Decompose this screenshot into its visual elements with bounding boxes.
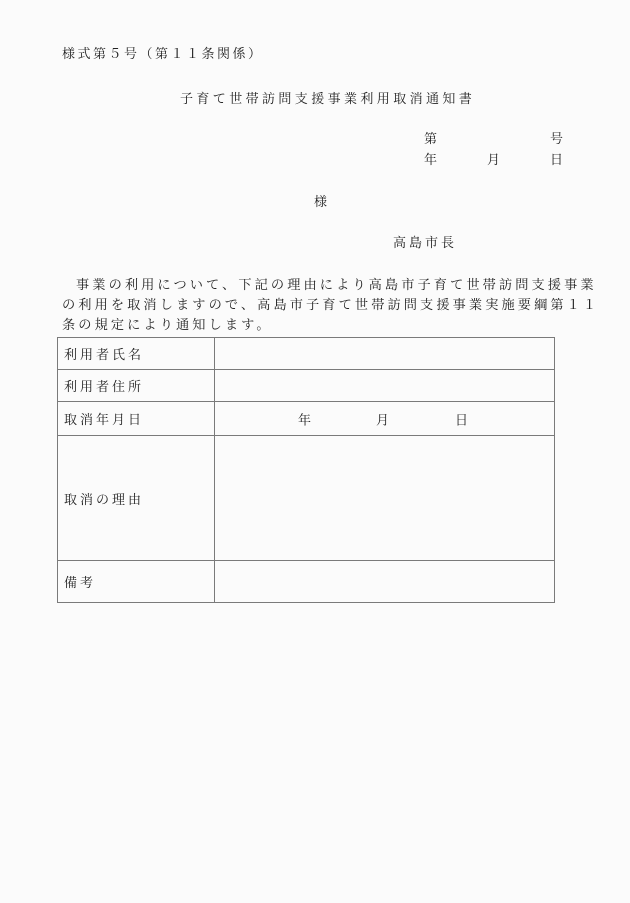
table-row-user-name [58, 338, 555, 370]
cancel-date-day-label: 日 [455, 413, 472, 428]
form-number: 様式第５号（第１１条関係） [62, 47, 264, 62]
table-row-remarks [58, 561, 555, 603]
reference-no-label: 第 [424, 132, 441, 147]
user-name-field[interactable] [215, 338, 555, 370]
cancellation-details-table [57, 337, 555, 603]
cancel-reason-label: 取消の理由 [58, 436, 215, 561]
table-row-user-address [58, 370, 555, 402]
user-name-label: 利用者氏名 [58, 338, 215, 370]
table-row-cancel-reason [58, 436, 555, 561]
body-line: 事業の利用について、下記の理由により高島市子育て世帯訪問支援事業 [76, 278, 597, 293]
cancel-date-label: 取消年月日 [58, 402, 215, 436]
cancel-date-year-label: 年 [298, 413, 315, 428]
table-row-cancel-date [58, 402, 555, 436]
cancel-reason-field[interactable] [215, 436, 555, 561]
issue-month-label: 月 [487, 153, 504, 168]
cancel-date-field[interactable] [215, 402, 555, 436]
remarks-label: 備考 [58, 561, 215, 603]
user-address-field[interactable] [215, 370, 555, 402]
issue-day-label: 日 [550, 153, 567, 168]
body-line: の利用を取消しますので、高島市子育て世帯訪問支援事業実施要綱第１１ [62, 298, 600, 313]
cancel-date-month-label: 月 [376, 413, 393, 428]
document-title: 子育て世帯訪問支援事業利用取消通知書 [180, 92, 476, 107]
issuer-name: 高島市長 [393, 236, 458, 251]
issue-year-label: 年 [424, 153, 441, 168]
body-line: 条の規定により通知します。 [62, 318, 273, 333]
addressee-suffix: 様 [314, 195, 331, 210]
body-text [62, 276, 600, 336]
remarks-field[interactable] [215, 561, 555, 603]
user-address-label: 利用者住所 [58, 370, 215, 402]
reference-go-label: 号 [550, 132, 567, 147]
